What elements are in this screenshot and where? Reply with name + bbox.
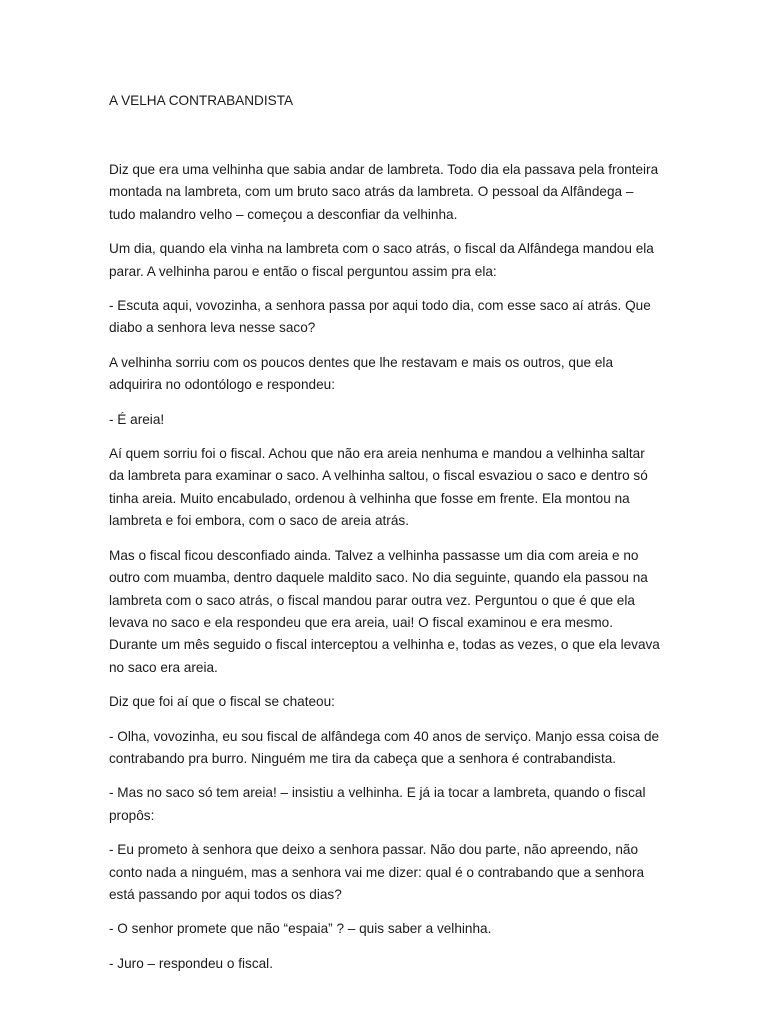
paragraph: - É areia! [109,411,165,427]
paragraph: - Juro – respondeu o fiscal. [109,955,273,971]
paragraph: Diz que era uma velhinha que sabia andar de lambreta. Todo dia ela passava pela fronteira montada na lambreta, com um bruto saco atrás da lambreta. O pessoal da Alfândega – tudo malandro velho – começou a desconfiar da velhinha. [109,162,659,222]
paragraph: - Escuta aqui, vovozinha, a senhora passa por aqui todo dia, com esse saco aí atrás. Que diabo a senhora leva nesse saco? [109,298,651,336]
paragraph: Aí quem sorriu foi o fiscal. Achou que não era areia nenhuma e mandou a velhinha saltar da lambreta para examinar o saco. A velhinha saltou, o fiscal esvaziou o saco e dentro só tinha areia. Muito encabulado, ordenou à velhinha que fosse em frente. Ela montou na lambreta e foi embora, com o saco de areia atrás. [109,446,648,529]
paragraph: - O senhor promete que não “espaia” ? – quis saber a velhinha. [109,921,492,937]
document-body [109,159,661,987]
paragraph: Mas o fiscal ficou desconfiado ainda. Talvez a velhinha passasse um dia com areia e no outro com muamba, dentro daquele maldito saco. No dia seguinte, quando ela passou na lambreta com o saco atrás, o fiscal mandou parar outra vez. Perguntou o que é que ela levava no saco e ela respondeu que era areia, uai! O fiscal examinou e era mesmo. Durante um mês seguido o fiscal interceptou a velhinha e, todas as vezes, o que ela levava no saco era areia. [109,547,660,675]
paragraph: - Eu prometo à senhora que deixo a senhora passar. Não dou parte, não apreendo, não conto nada a ninguém, mas a senhora vai me dizer: qual é o contrabando que a senhora está passando por aqui todos os dias? [109,842,645,902]
paragraph: - Mas no saco só tem areia! – insistiu a velhinha. E já ia tocar a lambreta, quando o fiscal propôs: [109,785,646,823]
paragraph: Diz que foi aí que o fiscal se chateou: [109,694,335,710]
document-title: A VELHA CONTRABANDISTA [109,93,294,108]
paragraph: A velhinha sorriu com os poucos dentes que lhe restavam e mais os outros, que ela adquirira no odontólogo e respondeu: [109,354,614,393]
paragraph: Um dia, quando ela vinha na lambreta com o saco atrás, o fiscal da Alfândega mandou ela parar. A velhinha parou e então o fiscal perguntou assim pra ela: [109,241,654,279]
paragraph: - Olha, vovozinha, eu sou fiscal de alfândega com 40 anos de serviço. Manjo essa coisa de contrabando pra burro. Ninguém me tira da cabeça que a senhora é contrabandista. [109,728,660,766]
